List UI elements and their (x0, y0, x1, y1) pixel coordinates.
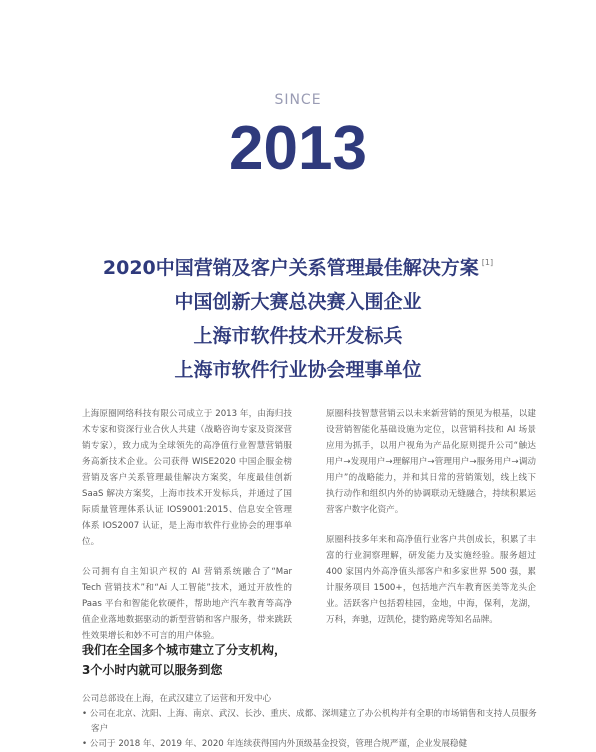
footnote-marker: [1] (481, 258, 494, 267)
intro-paragraph: 原圈科技智慧营销云以未来新营销的预见为根基，以建设营销智能化基础设施为定位，以营销科技和 AI 场景应用为抓手，以用户视角为产品化原则提升公司“触达用户→发现用户→理解用户→管理用户→服务用户→调动用户”的战略能力，并和其日常的营销策划，线上线下执行动作和组织内外的协调联动无缝融合，持续积累运营客户数字化资产。 (326, 409, 536, 515)
intro-paragraph: 原圈科技多年来和高净值行业客户共创成长，积累了丰富的行业洞察理解，研发能力及实施经验。服务超过 400 家国内外高净值头部客户和多家世界 500 强，累计服务项目 1500+，包括地产汽车教育医美等龙头企业。活跃客户包括碧桂园，金地，中海，保利，龙湖，万科，奔驰，迈凯伦，捷豹路虎等知名品牌。 (326, 535, 536, 625)
branches-heading-line: 我们在全国多个城市建立了分支机构， (82, 643, 287, 657)
honor-item: 中国创新大赛总决赛入围企业 (174, 291, 422, 313)
intro-paragraph: 公司拥有自主知识产权的 AI 营销系统融合了“Mar Tech 营销技术”和“Ai 人工智能”技术，通过开放性的 Paas 平台和智能化软硬件，帮助地产汽车教育等高净值企业落地数据驱动的新型营销和客户服务，带来跳跃性效果增长和妙不可言的用户体验。 (82, 567, 292, 641)
intro-column-right (326, 406, 536, 642)
intro-column-left (82, 406, 292, 658)
since-label: SINCE (274, 92, 322, 108)
honor-item (0, 246, 596, 285)
office-info (82, 692, 542, 752)
founding-year: 2013 (229, 114, 367, 183)
honors-list (0, 246, 596, 387)
branches-heading (82, 640, 286, 680)
honor-item: 上海市软件技术开发标兵 (193, 325, 403, 347)
intro-paragraph: 上海原圈网络科技有限公司成立于 2013 年，由海归技术专家和资深行业合伙人共建（战略咨询专家及资深营销专家），致力成为全球领先的高净值行业智慧营销服务高新技术企业。公司获得 WISE2020 中国企服金榜营销及客户关系管理最佳解决方案奖，年度最佳创新 SaaS 解决方案奖，上海市技术开发标兵，并通过了国际质量管理体系认证 IOS9001:2015、信息安全管理体系 IOS2007 认证，是上海市软件行业协会的理事单位。 (82, 409, 292, 547)
branches-heading-line: 3个小时内就可以服务到您 (82, 663, 223, 677)
hq-statement: 公司总部设在上海，在武汉建立了运营和开发中心 (82, 694, 272, 704)
office-bullet: • 公司于 2018 年、2019 年、2020 年连续获得国内外顶级基金投资，管理合规严谨，企业发展稳健 (82, 739, 468, 749)
honor-item: 上海市软件行业协会理事单位 (174, 359, 422, 381)
office-bullet: • 公司在北京、沈阳、上海、南京、武汉、长沙、重庆、成都、深圳建立了办公机构并有全职的市场销售和支持人员服务客户 (82, 709, 537, 734)
honor-text: 2020中国营销及客户关系管理最佳解决方案 (102, 257, 479, 279)
